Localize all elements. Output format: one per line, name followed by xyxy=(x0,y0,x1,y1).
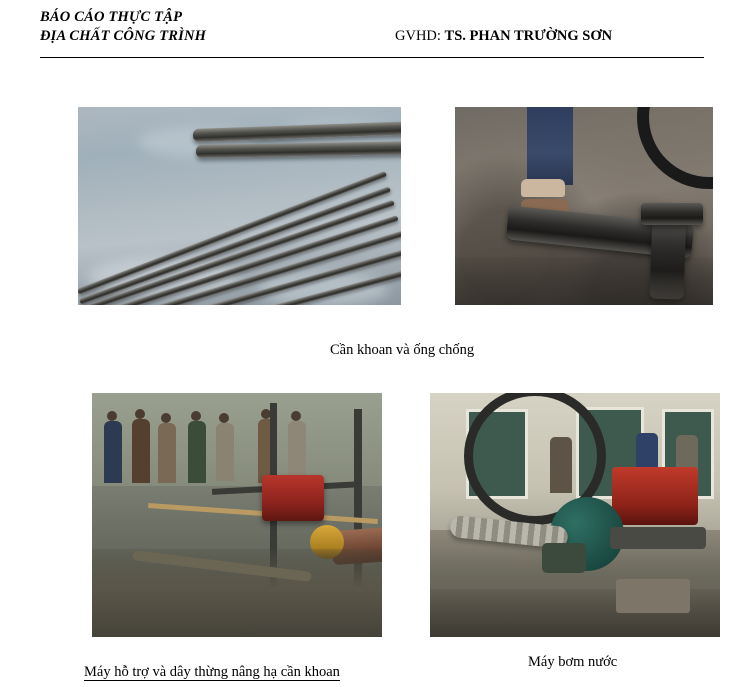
page-header xyxy=(40,8,704,56)
drill-rods-photo xyxy=(78,107,401,305)
advisor-block xyxy=(395,28,612,45)
report-title-line-1: BÁO CÁO THỰC TẬP xyxy=(40,9,183,25)
figure-caption-water-pump: Máy bơm nước xyxy=(528,654,618,670)
header-divider xyxy=(40,57,704,58)
advisor-name: TS. PHAN TRƯỜNG SƠN xyxy=(444,28,613,44)
header-title-block xyxy=(40,8,370,46)
figure-caption-support-machine xyxy=(84,663,340,681)
water-pump-photo xyxy=(430,393,720,637)
figure-caption-drill-rods: Cần khoan và ống chống xyxy=(330,342,475,358)
report-title-line-2: ĐỊA CHẤT CÔNG TRÌNH xyxy=(40,28,207,44)
figure-caption-support-machine-text: Máy hỗ trợ và dây thừng nâng hạ cần khoan xyxy=(84,664,340,680)
casing-pipe-photo xyxy=(455,107,713,305)
advisor-label: GVHD: xyxy=(395,28,441,44)
support-machine-photo xyxy=(92,393,382,637)
